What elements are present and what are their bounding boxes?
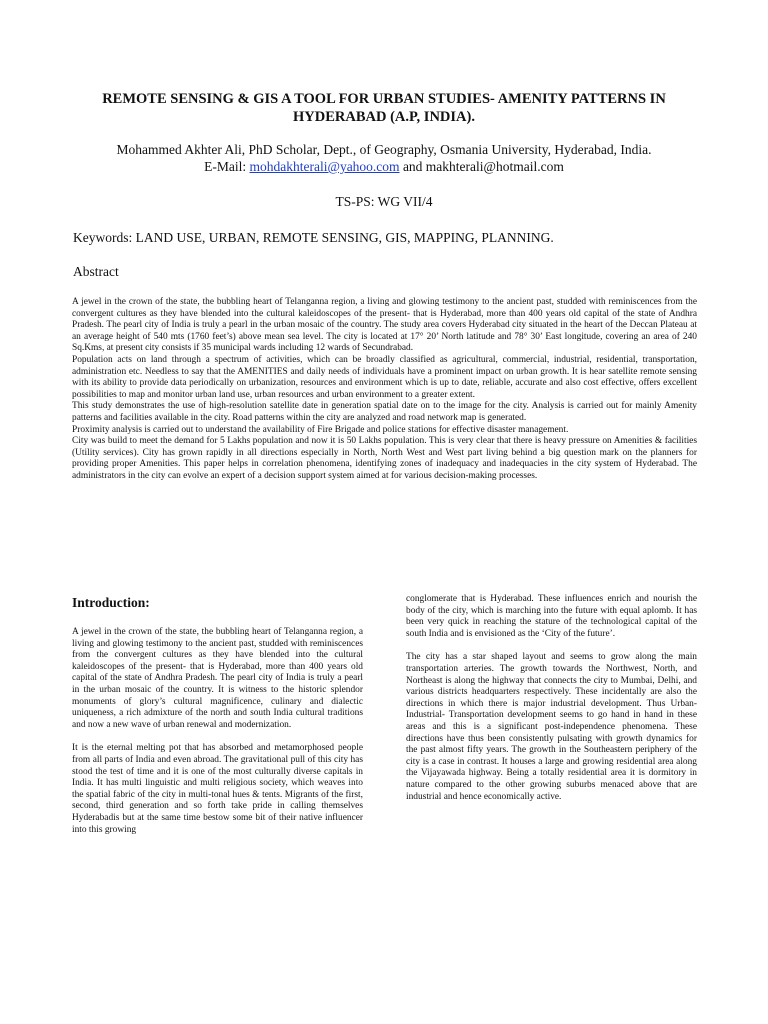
abstract-paragraph: Population acts on land through a spectrum of activities, which can be broadly classified as agricultural, commercial, industrial, residential, transportation, administration etc. Needless to say that the AMENITIES and daily needs of individuals have a prominent impact on urban growth. It is hear satellite remote sensing with its ability to provide data periodically on urbanization, resources and environment which is up to date, reliable, accurate and also cost effective, offers excellent possibilities to map and monitor urban land use, urban resources and urban environment to a greater extent. bbox=[72, 354, 697, 400]
email-suffix: and makhterali@hotmail.com bbox=[399, 159, 564, 174]
email-link[interactable]: mohdakhterali@yahoo.com bbox=[249, 159, 400, 174]
right-column bbox=[406, 594, 697, 815]
intro-paragraph: The city has a star shaped layout and seems to grow along the main transportation arteries. The growth towards the Northwest, North, and Northeast is along the highway that connects the city to Mumbai, Delhi, and various districts headquarters respectively. These incidentally are also the directions in which there is major industrial development. Thus Urban- Industrial- Transportation development seems to go hand in hand in these areas and this is a significant post-independence phenomena. These directions have thus been consistently pulsating with growth dynamics for the past almost fifty years. The growth in the Southeastern periphery of the city is a case in contrast. It houses a large and growing residential area along the Vijayawada highway. Being a totally residential area it is dormitory in nature compared to the other growing suburbs menaced above that are industrial and hence economically active. bbox=[406, 652, 697, 802]
author-block bbox=[40, 141, 728, 175]
abstract-paragraph: City was build to meet the demand for 5 Lakhs population and now it is 50 Lakhs population. This is very clear that there is heavy pressure on Amenities & facilities (Utility services). City has grown rapidly in all directions especially in North, North West and West part living behind a big question mark on the planners for providing proper Amenities. This paper helps in correlation phenomena, identifying zones of inadequacy and inadequacies in the city system of Hyderabad. The administrators in the city can evolve an expert of a decision support system aimed at for various decision-making processes. bbox=[72, 436, 697, 481]
keywords: Keywords: LAND USE, URBAN, REMOTE SENSING, GIS, MAPPING, PLANNING. bbox=[73, 230, 554, 245]
author-email-line bbox=[40, 158, 728, 175]
abstract-body bbox=[72, 297, 697, 483]
introduction-heading: Introduction: bbox=[72, 595, 150, 610]
left-column bbox=[72, 627, 363, 848]
title-line-1: REMOTE SENSING & GIS A TOOL FOR URBAN STUDIES- AMENITY PATTERNS IN bbox=[102, 91, 666, 107]
title-line-2: HYDERABAD (A.P, INDIA). bbox=[293, 109, 475, 125]
abstract-heading: Abstract bbox=[73, 264, 119, 279]
abstract-paragraph: This study demonstrates the use of high-resolution satellite date in generation spatial date on to the image for the city. Analysis is carried out for mainly Amenity patterns and facilities available in the city. Road patterns within the city are analyzed and road network map is generated. bbox=[72, 401, 697, 423]
abstract-paragraph: Proximity analysis is carried out to understand the availability of Fire Brigade and police stations for effective disaster management. bbox=[72, 424, 569, 435]
intro-paragraph: A jewel in the crown of the state, the bubbling heart of Telanganna region, a living and glowing testimony to the ancient past, studded with reminiscences from the convergent cultures as they have blended into the cultural kaleidoscopes of the present- that is Hyderabad, more than 400 years old capital of the state of Andhra Pradesh. The pearl city of India is truly a pearl in the urban mosaic of the country. It is witness to the historic splendor monuments of glory’s cultural magnificence, culinary and dialectic uniqueness, a rich admixture of the north and south India cultural traditions and now a new wave of urban renewal and modernization. bbox=[72, 627, 363, 730]
ts-ps-code: TS-PS: WG VII/4 bbox=[335, 194, 433, 209]
author-affiliation: Mohammed Akhter Ali, PhD Scholar, Dept., of Geography, Osmania University, Hyderabad, India. bbox=[116, 142, 652, 157]
abstract-paragraph: A jewel in the crown of the state, the bubbling heart of Telanganna region, a living and glowing testimony to the ancient past, studded with reminiscences from the convergent cultures as they have blended into the cultural kaleidoscopes of the present- that is Hyderabad, more than 400 years old capital of the state of Andhra Pradesh. The pearl city of India is truly a pearl in the urban mosaic of the country. The study area covers Hyderabad city situated in the heart of the Deccan Plateau at an average height of 540 mts (1760 feet’s) above mean sea level. The city is located at 17° 20’ North latitude and 78° 30’ East longitude, covering an area of 240 Sq.Kms, at present city consists if 35 municipal wards including 12 wards of Secundrabad. bbox=[72, 297, 697, 354]
email-prefix: E-Mail: bbox=[204, 159, 250, 174]
paper-title bbox=[60, 90, 708, 126]
intro-paragraph: It is the eternal melting pot that has absorbed and metamorphosed people from all parts of India and even abroad. The gravitational pull of this city has stood the test of time and it is one of the most culturally diverse capitals in India. It has multi linguistic and multi religious society, which weaves into the spatial fabric of the city in multi-tonal hues & tents. Migrants of the first, second, third generation and so forth take pride in calling themselves Hyderabadis but at the same time bestow some bit of their native influencer into this growing bbox=[72, 743, 363, 835]
intro-paragraph: conglomerate that is Hyderabad. These influences enrich and nourish the body of the city, which is marching into the future with equal aplomb. It has been very quick in reaching the stature of the technological capital of the south India and is envisioned as the ‘City of the future’. bbox=[406, 594, 697, 639]
